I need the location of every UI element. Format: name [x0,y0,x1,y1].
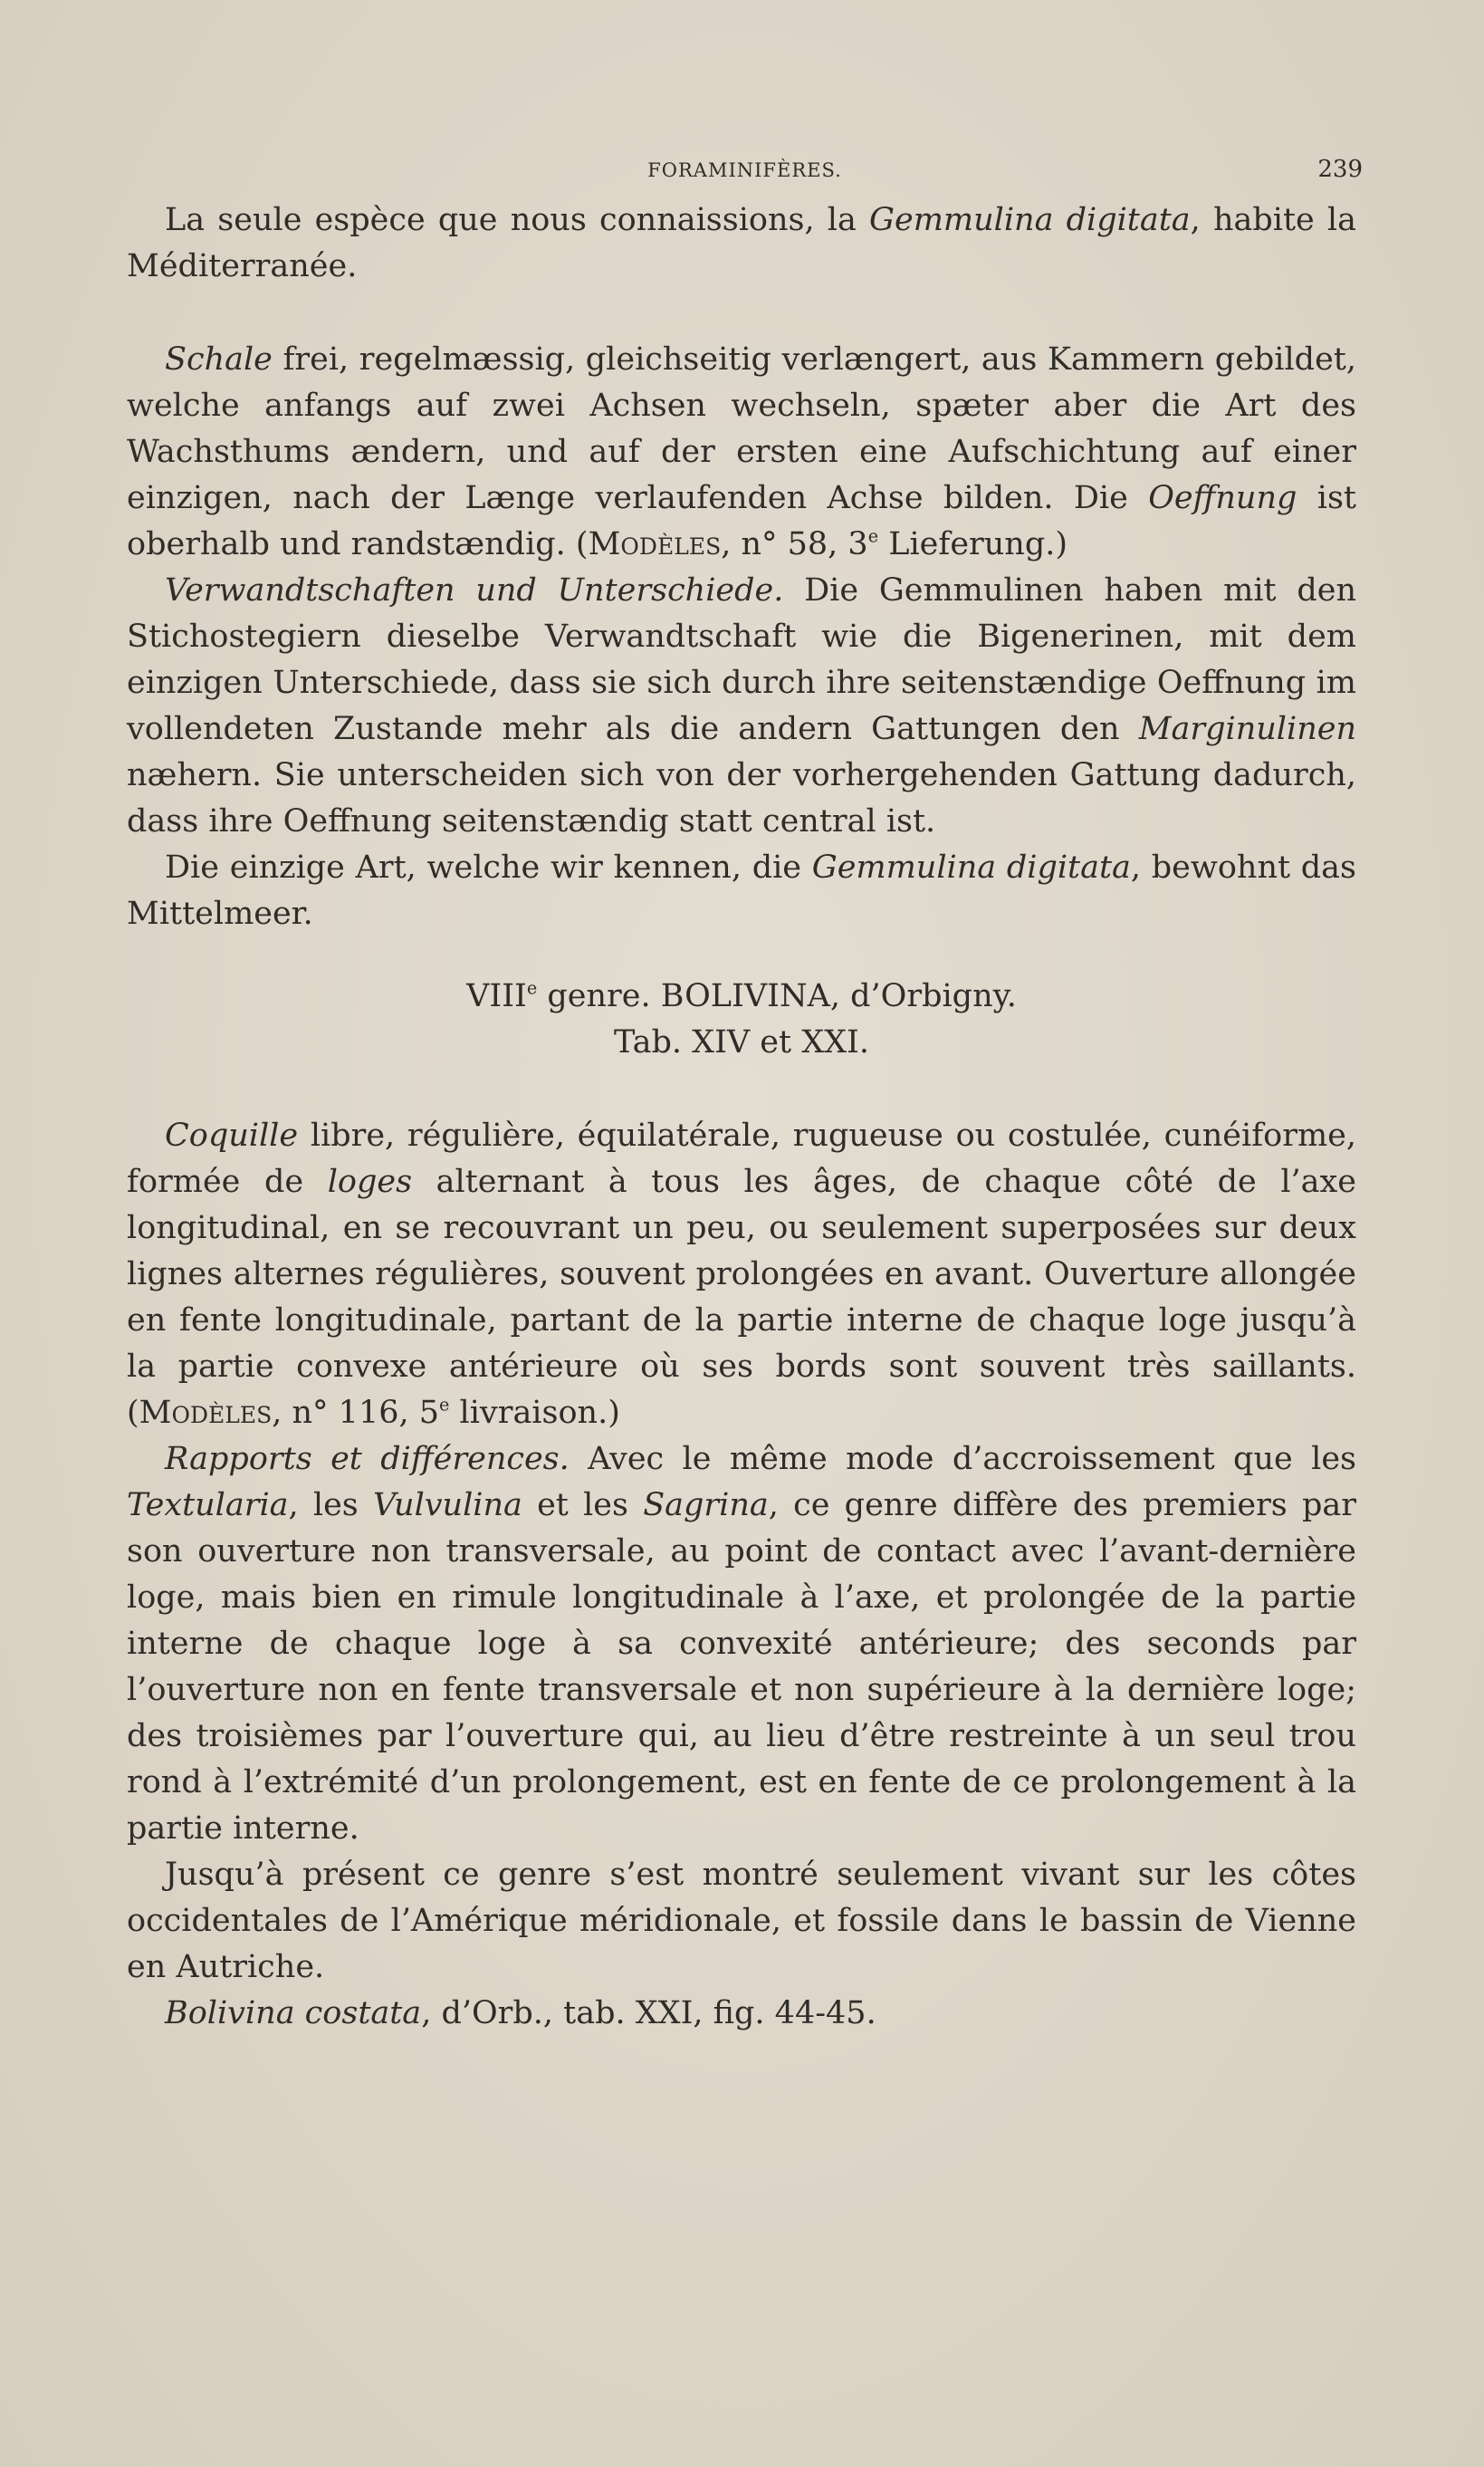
paragraph-gemmulina-fr: La seule espèce que nous connaissions, la Gemmulina digitata, habite la Méditerranée. [127,202,1356,284]
page-body [127,197,1356,2037]
term-rapports: Rapports et différences. [165,1441,570,1477]
paragraph-rapports: Rapports et différences. Avec le même mode d’accroissement que les Textularia, les Vulvulina et les Sagrina, ce genre diffère des premiers par son ouverture non transversale, au point de contact avec l’avant-dernière loge, mais bien en rimule longitudinale à l’axe, et prolongée de la partie interne de chaque loge à sa convexité antérieure; des seconds par l’ouverture non en fente transversale et non supérieure à la dernière loge; des troisièmes par l’ouverture qui, au lieu d’être restreinte à un seul trou rond à l’extrémité d’un prolongement, est en fente de ce prolongement à la partie interne. [127,1441,1357,1847]
species-bolivina-costata: Bolivina costata [165,1995,422,2031]
term-schale: Schale [165,341,273,378]
term-coquille: Coquille [165,1118,299,1154]
genre-heading: VIIIe genre. BOLIVINA, d’Orbigny. [466,977,1017,1014]
page-header [127,156,1363,192]
paragraph-species: Bolivina costata, d’Orb., tab. XXI, fig. 44-45. [165,1995,876,2031]
running-title: FORAMINIFÈRES. [647,159,842,181]
paragraph-schale: Schale frei, regelmæssig, gleichseitig verlængert, aus Kammern gebildet, welche anfangs auf zwei Achsen wechseln, spæter aber die Art des Wachsthums ændern, und auf der ersten eine Aufschichtung auf einer einzigen, nach der Længe verlaufenden Achse bilden. Die Oeffnung ist oberhalb und randstændig. (Modèles, n° 58, 3e Lieferung.) [127,341,1356,562]
genus-sagrina: Sagrina [643,1487,769,1523]
paragraph-gemmulina-de: Die einzige Art, welche wir kennen, die Gemmulina digitata, bewohnt das Mittelmeer. [127,850,1357,932]
term-marginulinen: Marginulinen [1138,711,1356,747]
paragraph-verwandtschaften: Verwandtschaften und Unterschiede. Die Gemmulinen haben mit den Stichostegiern dieselbe Verwandtschaft wie die Bigenerinen, mit dem einzigen Unterschiede, dass sie sich durch ihre seitenstændige Oeffnung im vollendeten Zustande mehr als die andern Gattungen den Marginulinen næhern. Sie unterscheiden sich von der vorhergehenden Gattung dadurch, dass ihre Oeffnung seitenstændig statt central ist. [127,572,1356,840]
paragraph-distribution: Jusqu’à présent ce genre s’est montré seulement vivant sur les côtes occidentales de l’Amérique méridionale, et fossile dans le bassin de Vienne en Autriche. [127,1857,1356,1985]
genus-vulvulina: Vulvulina [372,1487,522,1523]
paragraph-coquille: Coquille libre, régulière, équilatérale, rugueuse ou costulée, cunéiforme, formée de loges alternant à tous les âges, de chaque côté de l’axe longitudinal, en se recouvrant un peu, ou seulement superposées sur deux lignes alternes régulières, souvent prolongées en avant. Ouverture allongée en fente longitudinale, partant de la partie interne de chaque loge jusqu’à la partie convexe antérieure où ses bords sont souvent très saillants. (Modèles, n° 116, 5e livraison.) [127,1118,1357,1431]
term-verwandtschaften: Verwandtschaften und Unterschiede. [165,572,784,609]
species-name: Gemmulina digitata [811,850,1131,886]
page-number: 239 [1317,156,1363,183]
genus-textularia: Textularia [127,1487,289,1523]
term-oeffnung: Oeffnung [1148,480,1297,516]
term-loges: loges [327,1164,413,1200]
plate-reference: Tab. XIV et XXI. [614,1024,869,1061]
species-name: Gemmulina digitata [869,202,1191,238]
